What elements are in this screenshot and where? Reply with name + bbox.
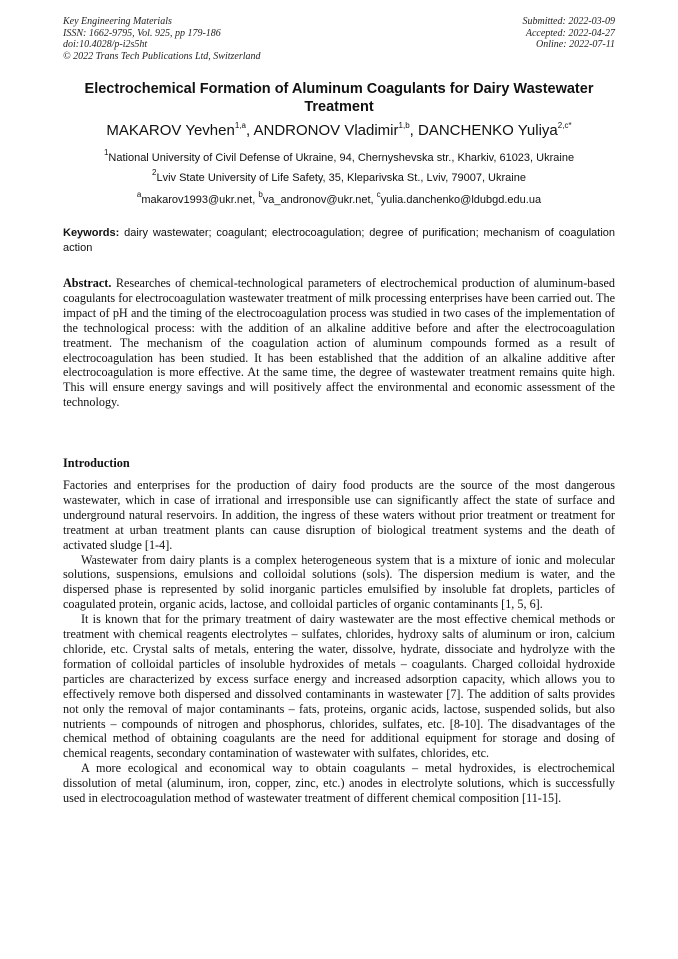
email-mark: b <box>258 190 263 200</box>
keywords-label: Keywords: <box>63 227 120 239</box>
affiliation-2 <box>63 168 615 185</box>
keywords-block <box>63 226 615 255</box>
abstract-text: Researches of chemical-technological parameters of electrochemical production of aluminum-based coagulants for electrocoagulation wastewater treatment of milk processing enterprises have been carried out. The impact of pH and the timing of the electrocoagulation process was studied in two cases of the implementation of the technological process: with the addition of an alkaline additive before and after the electrocoagulation treatment. The mechanism of the coagulation action of aluminum compounds formed as a result of electrocoagulation has been studied. It has been established that the addition of an alkaline additive after electrocoagulation is more effective. At the same time, the degree of wastewater treatment remains quite high. This will ensure energy savings and will positively affect the environmental and economic assessment of the technology. <box>63 276 615 410</box>
submitted-date: Submitted: 2022-03-09 <box>522 16 615 27</box>
accepted-date: Accepted: 2022-04-27 <box>525 27 615 39</box>
paragraph: Factories and enterprises for the production of dairy food products are the source of the most dangerous wastewater, which in case of irrational and irresponsible use can significantly affect the state of surface and underground natural reservoirs. In addition, the ingress of these waters without prior treatment or treatment for treatment at urban treatment plants can cause disruption of biological treatment systems and the death of activated sludge [1-4]. <box>63 478 615 552</box>
doi-line: doi:10.4028/p-i2s5ht <box>63 39 148 50</box>
affiliation-text: National University of Civil Defense of Ukraine, 94, Chernyshevska str., Kharkiv, 61023, Ukraine <box>108 152 575 164</box>
author-name: MAKAROV Yevhen <box>106 122 235 139</box>
journal-name: Key Engineering Materials <box>63 16 172 27</box>
author-emails <box>63 190 615 207</box>
paragraph: A more ecological and economical way to obtain coagulants – metal hydroxides, is electrochemical dissolution of metal (aluminum, iron, copper, zinc, etc.) anodes in electrolyte solutions, which is successfully used in electrocoagulation method of wastewater treatment of different chemical composition [11-15]. <box>63 761 615 806</box>
affiliation-mark: 1 <box>103 148 109 158</box>
email-mark: c <box>376 190 381 200</box>
affiliation-text: Lviv State University of Life Safety, 35, Kleparivska St., Lviv, 79007, Ukraine <box>156 172 526 184</box>
copyright-line: © 2022 Trans Tech Publications Ltd, Switzerland <box>63 50 261 62</box>
author-affiliation-mark: 1,b <box>398 121 410 130</box>
author-affiliation-mark: 2,c* <box>557 121 572 130</box>
online-date: Online: 2022-07-11 <box>536 39 615 50</box>
paragraph: Wastewater from dairy plants is a complex heterogeneous system that is a mixture of ionic and molecular solutions, suspensions, emulsions and colloidal solutions (sols). The dispersion medium is water, and the dispersed phase is represented by solid inorganic particles emulsified by insoluble fat droplets, particles of coagulated protein, organic acids, lactose, and colloidal particles of organic contaminants [1, 5, 6]. <box>63 552 615 612</box>
email-mark: a <box>136 190 142 200</box>
keywords-text: dairy wastewater; coagulant; electrocoagulation; degree of purification; mechanism of coagulation action <box>63 227 615 254</box>
introduction-body <box>63 478 615 806</box>
author-name: DANCHENKO Yuliya <box>417 122 558 139</box>
author-list <box>63 121 615 141</box>
introduction-heading: Introduction <box>63 456 130 470</box>
affiliation-1 <box>63 148 615 165</box>
email-address: va_andronov@ukr.net, <box>262 194 377 206</box>
author-affiliation-mark: 1,a <box>234 121 246 130</box>
issn-line: ISSN: 1662-9795, Vol. 925, pp 179-186 <box>63 27 221 39</box>
abstract-block <box>63 276 615 410</box>
email-address: makarov1993@ukr.net, <box>141 194 259 206</box>
affiliation-mark: 2 <box>152 168 157 178</box>
paper-title: Electrochemical Formation of Aluminum Coagulants for Dairy Wastewater Treatment <box>84 81 594 115</box>
paragraph: It is known that for the primary treatment of dairy wastewater are the most effective chemical methods or treatment with chemical reagents electrolytes – sulfates, chlorides, hydroxy salts of aluminum or iron, calcium chloride, etc. Crystal salts of metals, entering the water, dissolve, hydrate, dissociate and hydrolyze with the formation of colloidal particles of insoluble hydroxides of metals – coagulants. Charged colloidal hydroxide particles are characterized by excess surface energy and increased adsorption capacity, which allows you to effectively remove both dispersed and dissolved contaminants in wastewater [7]. The addition of salts provides not only the removal of major contaminants – fats, proteins, organic acids, lactose, suspended solids, but also nutrients – compounds of nitrogen and phosphorus, chlorides, sulfates, etc. [8-10]. The disadvantages of the chemical method of obtaining coagulants are the need for additional equipment for storage and dosing of chemical reagents, secondary contamination of wastewater with sulfates, chlorides, etc. <box>63 612 615 761</box>
author-name: ANDRONOV Vladimir <box>253 122 399 139</box>
abstract-label: Abstract. <box>63 276 112 290</box>
author-separator: , <box>409 122 418 139</box>
journal-info <box>63 16 261 62</box>
email-address: yulia.danchenko@ldubgd.edu.ua <box>380 194 542 206</box>
author-separator: , <box>245 122 254 139</box>
publication-dates <box>523 16 616 51</box>
